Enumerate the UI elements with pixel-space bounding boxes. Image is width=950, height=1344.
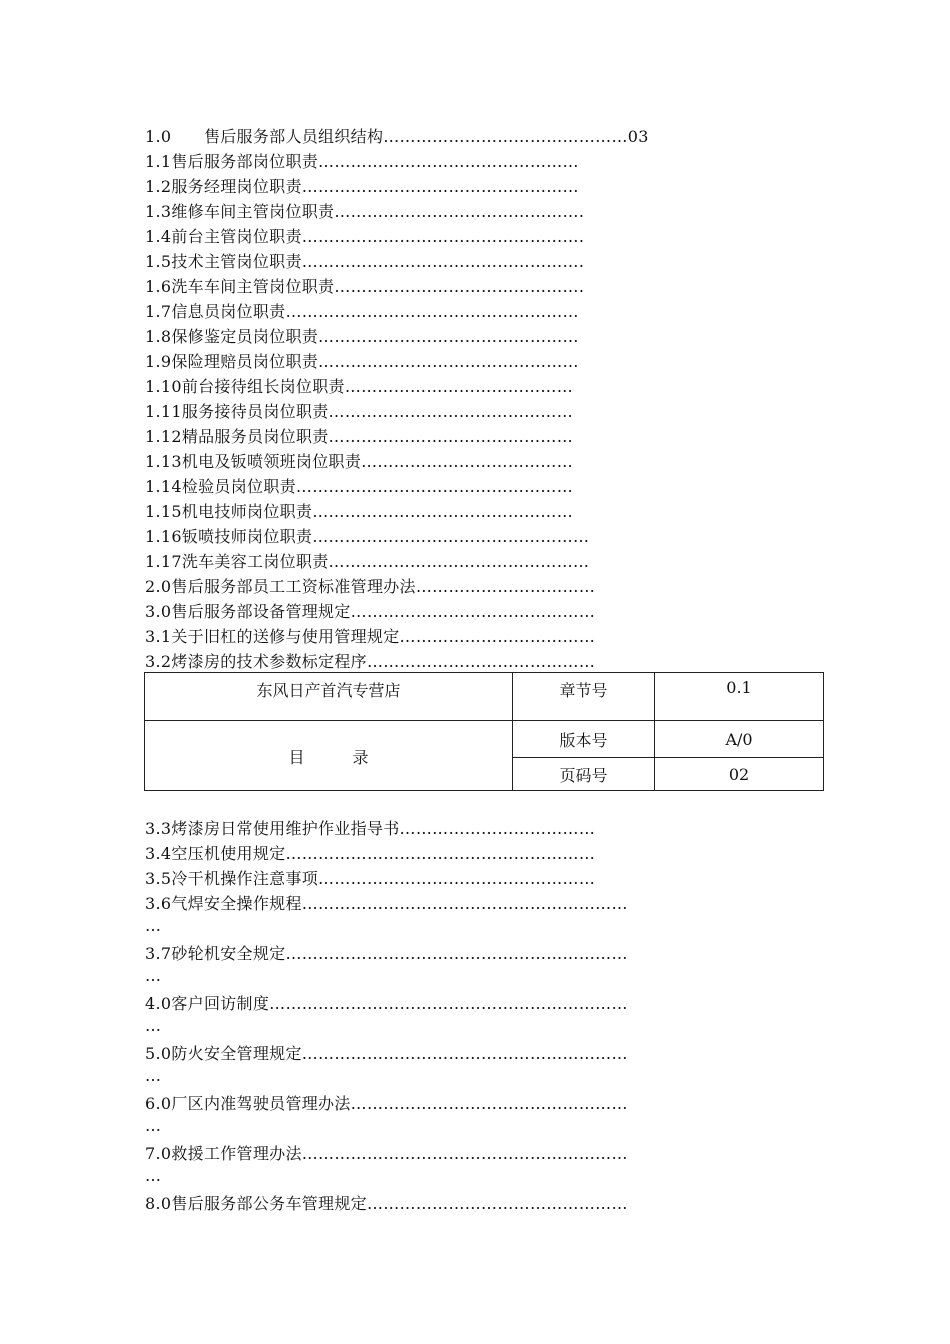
- toc-entry[interactable]: 1.4前台主管岗位职责…………………………………………….: [145, 227, 585, 246]
- document-header-table: [144, 672, 824, 791]
- toc-entry[interactable]: 1.6洗车车间主管岗位职责……………………………………….: [145, 277, 585, 296]
- toc-entry[interactable]: 1.12精品服务员岗位职责………………………………………: [145, 427, 574, 446]
- version-label: 版本号: [513, 721, 655, 758]
- toc-entry-continuation: …: [145, 1116, 161, 1135]
- toc-entry[interactable]: 1.2服务经理岗位职责……………………………………………: [145, 177, 579, 196]
- toc-entry[interactable]: 1.0 售后服务部人员组织结构………………………………………03: [145, 127, 649, 146]
- toc-entry[interactable]: 1.15机电技师岗位职责…………………………………………: [145, 502, 574, 521]
- toc-entry[interactable]: 3.4空压机使用规定…………………………………………………: [145, 844, 596, 863]
- toc-entry-continuation: …: [145, 1016, 161, 1035]
- company-name: 东风日产首汽专营店: [145, 673, 513, 721]
- chapter-value: 0.1: [655, 673, 824, 721]
- page-label: 页码号: [513, 758, 655, 791]
- toc-entry[interactable]: 1.13机电及钣喷领班岗位职责…………………………………: [145, 452, 574, 471]
- toc-entry[interactable]: 1.7信息员岗位职责………………………………………………: [145, 302, 579, 321]
- toc-entry[interactable]: 8.0售后服务部公务车管理规定…………………………………………: [145, 1194, 628, 1213]
- page-value: 02: [655, 758, 824, 791]
- toc-entry[interactable]: 1.17洗车美容工岗位职责…………………………………………: [145, 552, 590, 571]
- toc-entry[interactable]: 1.8保修鉴定员岗位职责…………………………………………: [145, 327, 579, 346]
- toc-entry[interactable]: 7.0救援工作管理办法……………………………………………………: [145, 1144, 628, 1163]
- toc-entry[interactable]: 1.16钣喷技师岗位职责……………………………………………: [145, 527, 590, 546]
- toc-entry-continuation: …: [145, 1166, 161, 1185]
- toc-entry[interactable]: 2.0售后服务部员工工资标准管理办法……………………………: [145, 577, 596, 596]
- toc-entry[interactable]: 1.3维修车间主管岗位职责……………………………………….: [145, 202, 585, 221]
- toc-entry[interactable]: 3.2烤漆房的技术参数标定程序……………………………………: [145, 652, 596, 671]
- toc-entry[interactable]: 6.0厂区内准驾驶员管理办法……………………………………………: [145, 1094, 628, 1113]
- toc-entry[interactable]: 5.0防火安全管理规定……………………………………………………: [145, 1044, 628, 1063]
- toc-entry[interactable]: 1.11服务接待员岗位职责………………………………………: [145, 402, 574, 421]
- toc-entry[interactable]: 1.5技术主管岗位职责…………………………………………….: [145, 252, 585, 271]
- toc-entry[interactable]: 3.6气焊安全操作规程……………………………………………………: [145, 894, 628, 913]
- toc-entry[interactable]: 1.1售后服务部岗位职责…………………………………………: [145, 152, 579, 171]
- toc-entry[interactable]: 3.7砂轮机安全规定………………………………………………………: [145, 944, 628, 963]
- toc-entry[interactable]: 4.0客户回访制度…………………………………………………………: [145, 994, 628, 1013]
- document-title: 目 录: [145, 721, 513, 791]
- toc-entry[interactable]: 3.1关于旧杠的送修与使用管理规定………………………………: [145, 627, 596, 646]
- toc-entry-continuation: …: [145, 966, 161, 985]
- toc-entry[interactable]: 1.10前台接待组长岗位职责……………………………………: [145, 377, 574, 396]
- version-value: A/0: [655, 721, 824, 758]
- toc-entry[interactable]: 1.9保险理赔员岗位职责…………………………………………: [145, 352, 579, 371]
- toc-entry[interactable]: 3.5冷干机操作注意事项……………………………………………: [145, 869, 596, 888]
- toc-entry[interactable]: 3.0售后服务部设备管理规定………………………………………: [145, 602, 596, 621]
- toc-entry-continuation: …: [145, 916, 161, 935]
- toc-entry-continuation: …: [145, 1066, 161, 1085]
- toc-entry[interactable]: 1.14检验员岗位职责……………………………………………: [145, 477, 574, 496]
- chapter-label: 章节号: [513, 673, 655, 721]
- toc-entry[interactable]: 3.3烤漆房日常使用维护作业指导书………………………………: [145, 819, 596, 838]
